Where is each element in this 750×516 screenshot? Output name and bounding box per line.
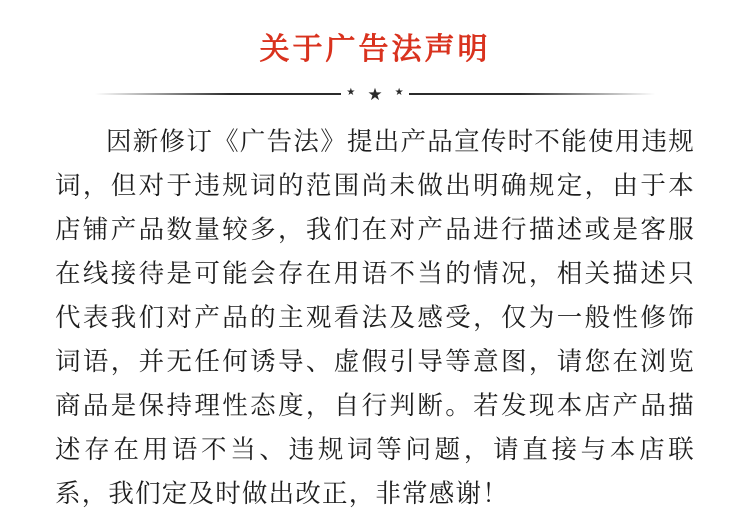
divider-rule-right bbox=[409, 93, 655, 95]
page-title: 关于广告法声明 bbox=[259, 33, 491, 66]
divider-rule-left bbox=[95, 93, 341, 95]
statement-body-text: 因新修订《广告法》提出产品宣传时不能使用违规词，但对于违规词的范围尚未做出明确规定，由于本店铺产品数量较多，我们在对产品进行描述或是客服在线接待是可能会存在用语不当的情况，相关描述只代表我们对产品的主观看法及感受，仅为一般性修饰词语，并无任何诱导、虚假引导等意图，请您在浏览商品是保持理性态度，自行判断。若发现本店产品描述存在用语不当、违规词等问题，请直接与本店联系，我们定及时做出改正，非常感谢！ bbox=[55, 128, 695, 508]
ornamental-divider bbox=[95, 86, 655, 102]
star-icon-left: ★ bbox=[346, 87, 356, 98]
star-icon-center: ★ bbox=[367, 84, 383, 104]
star-icon-right: ★ bbox=[394, 87, 404, 98]
